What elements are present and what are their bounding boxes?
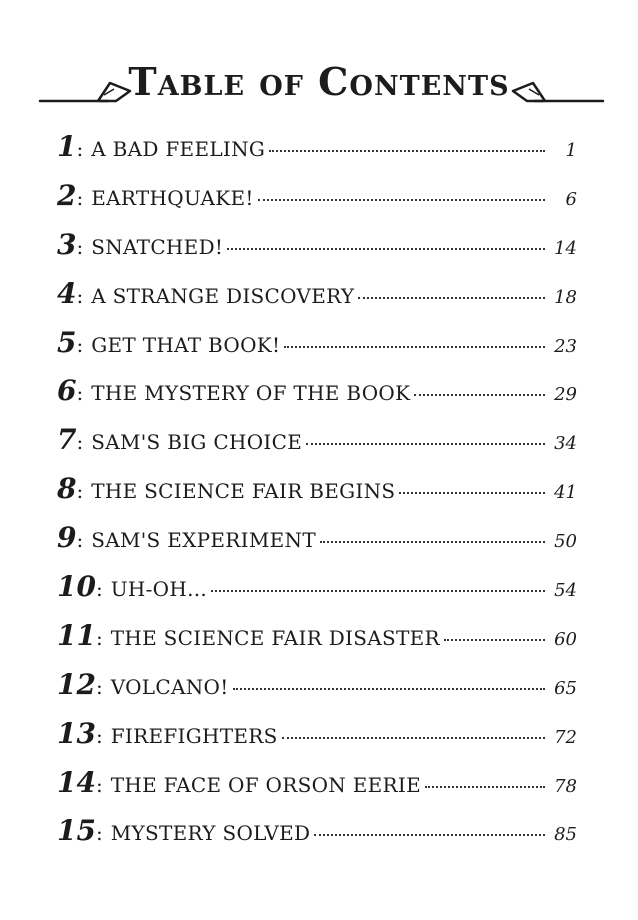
toc-entry-6[interactable] [57,374,577,423]
table-of-contents [57,130,577,863]
separator: : [76,528,84,553]
toc-entry-13[interactable] [57,717,577,766]
dot-leader [284,346,545,348]
separator: : [76,137,84,161]
chapter-title: VOLCANO! [110,674,229,699]
toc-entry-14[interactable] [57,766,577,815]
chapter-number: 7 [57,423,77,457]
page-number: 41 [554,482,577,504]
page-number: 60 [554,628,577,650]
chapter-number: 12 [57,667,96,701]
separator: : [95,772,103,797]
chapter-title: FIREFIGHTERS [110,723,278,748]
separator: : [95,674,103,699]
chapter-number: 4 [57,276,77,310]
chapter-number: 13 [57,716,96,750]
chapter-number: 14 [57,765,96,799]
separator: : [76,332,84,357]
toc-entry-4[interactable] [57,277,577,326]
page-number: 65 [554,677,577,699]
toc-entry-12[interactable] [57,668,577,717]
chapter-number: 15 [57,814,96,848]
chapter-number: 2 [57,178,77,212]
dot-leader [306,443,545,445]
separator: : [76,381,84,406]
separator: : [76,234,84,259]
chapter-title: A BAD FEELING [91,137,266,161]
separator: : [95,625,103,650]
toc-header [0,55,638,115]
chapter-title: MYSTERY SOLVED [110,821,311,846]
dot-leader [258,199,545,201]
chapter-title: UH-OH... [110,577,208,602]
chapter-title: EARTHQUAKE! [91,185,254,210]
toc-entry-7[interactable] [57,423,577,472]
dot-leader [314,834,545,836]
chapter-title: THE SCIENCE FAIR BEGINS [91,479,396,504]
chapter-title: THE SCIENCE FAIR DISASTER [110,625,440,650]
chapter-number: 11 [57,618,96,652]
dot-leader [227,248,545,250]
toc-entry-11[interactable] [57,619,577,668]
toc-entry-9[interactable] [57,521,577,570]
chapter-title: SAM'S EXPERIMENT [91,528,316,553]
chapter-number: 3 [57,227,77,261]
dot-leader [269,150,545,152]
chapter-title: THE FACE OF ORSON EERIE [110,772,421,797]
page-number: 50 [554,531,577,553]
toc-entry-15[interactable] [57,814,577,863]
dot-leader [399,492,545,494]
page-title: Table of Contents [128,59,510,104]
dot-leader [358,297,545,299]
separator: : [76,479,84,504]
chapter-number: 9 [57,521,77,555]
chapter-title: GET THAT BOOK! [91,332,281,357]
chapter-number: 10 [57,570,96,604]
separator: : [76,283,84,308]
chapter-number: 5 [57,325,77,359]
toc-entry-10[interactable] [57,570,577,619]
chapter-title: SNATCHED! [91,234,224,259]
page-number: 23 [554,335,577,357]
chapter-number: 8 [57,472,77,506]
chapter-number: 1 [57,130,77,163]
chapter-title: A STRANGE DISCOVERY [91,283,355,308]
dot-leader [282,737,545,739]
toc-entry-1[interactable] [57,130,577,179]
page-number: 29 [554,384,577,406]
dot-leader [211,590,545,592]
right-swirl-ornament-icon [505,61,605,107]
page-number: 34 [554,433,577,455]
chapter-title: SAM'S BIG CHOICE [91,430,303,455]
page-number: 6 [565,188,577,210]
separator: : [95,821,103,846]
toc-entry-2[interactable] [57,179,577,228]
dot-leader [320,541,545,543]
dot-leader [444,639,545,641]
separator: : [95,723,103,748]
dot-leader [233,688,545,690]
toc-entry-3[interactable] [57,228,577,277]
separator: : [76,185,84,210]
separator: : [76,430,84,455]
dot-leader [425,786,545,788]
toc-entry-8[interactable] [57,472,577,521]
page-number: 72 [554,726,577,748]
chapter-title: THE MYSTERY OF THE BOOK [91,381,411,406]
page-number: 14 [554,237,577,259]
chapter-number: 6 [57,374,77,408]
page-number: 78 [554,775,577,797]
page-number: 1 [565,140,577,161]
dot-leader [414,394,545,396]
toc-entry-5[interactable] [57,326,577,375]
separator: : [95,577,103,602]
page-number: 18 [554,286,577,308]
page-number: 54 [554,580,577,602]
page-number: 85 [554,824,577,846]
